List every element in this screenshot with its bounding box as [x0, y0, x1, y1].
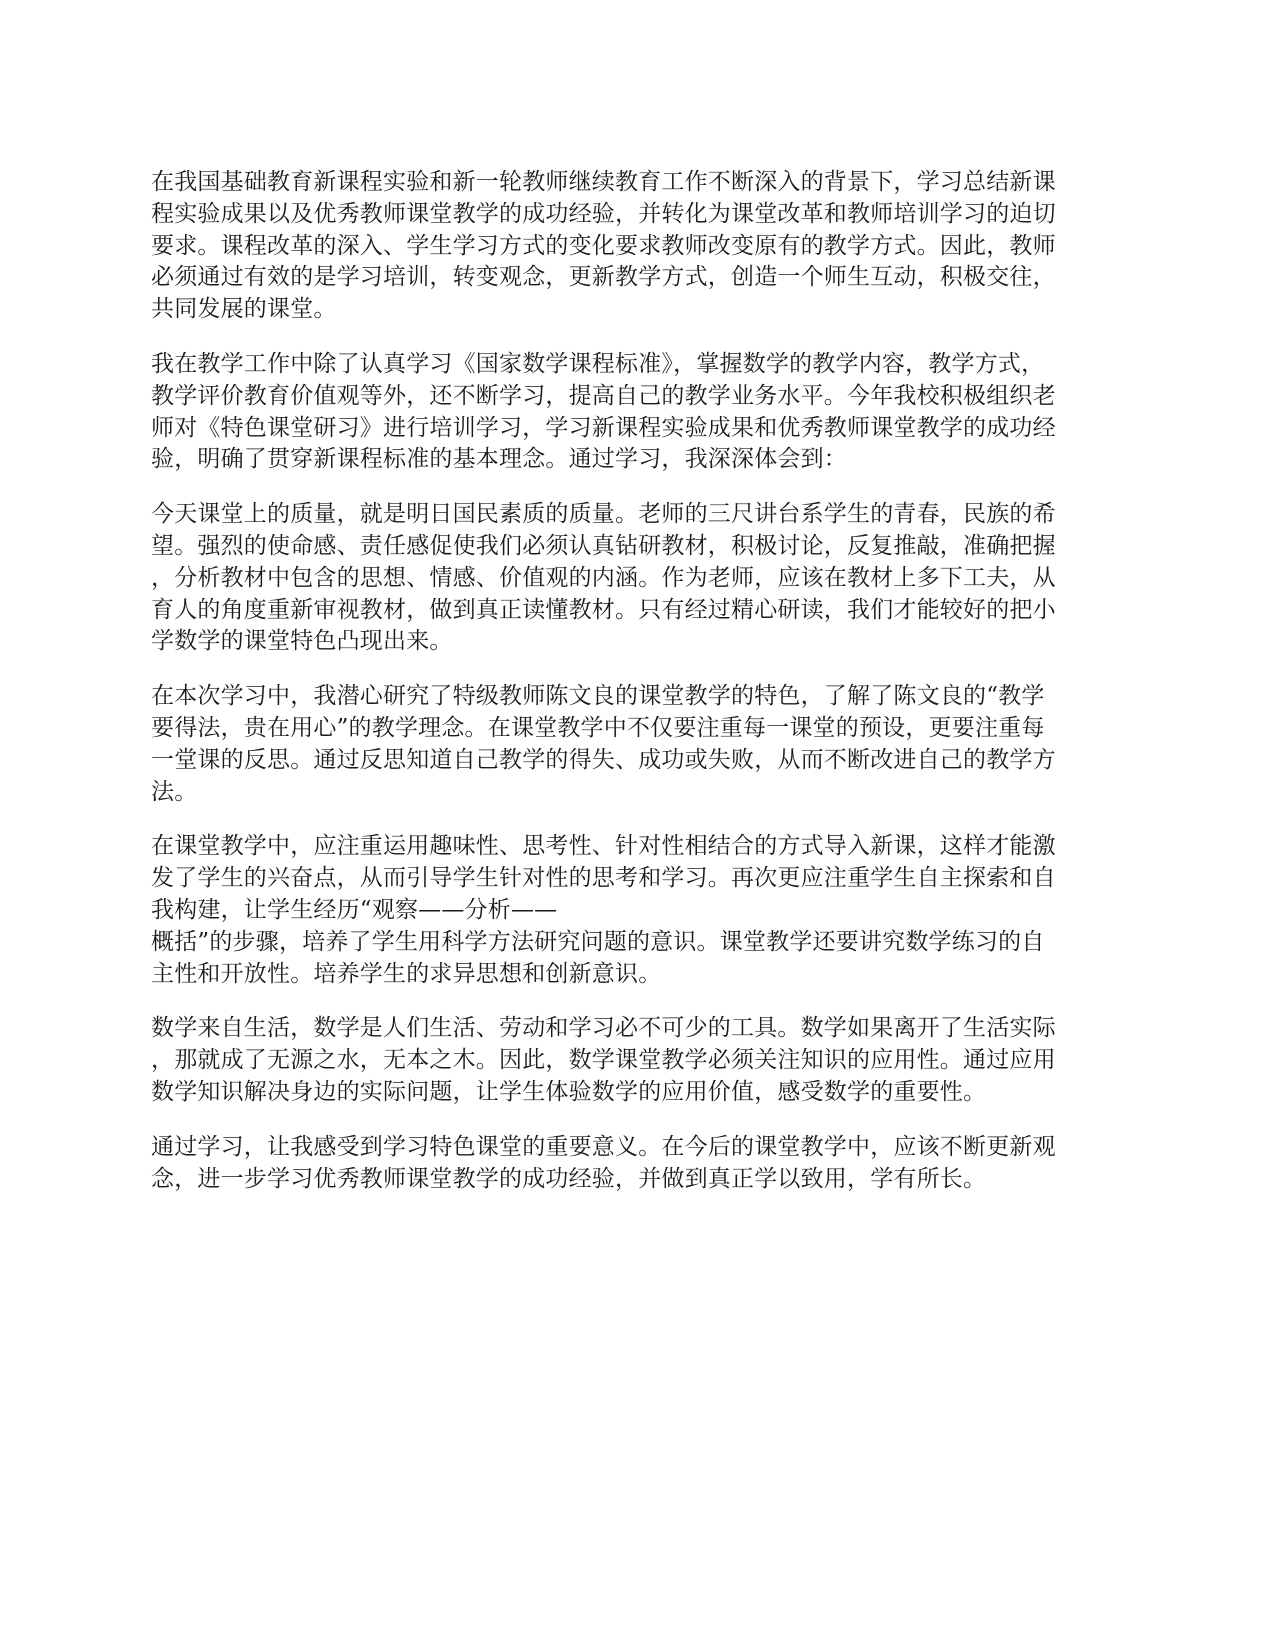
text-line: 在我国基础教育新课程实验和新一轮教师继续教育工作不断深入的背景下，学习总结新课	[151, 169, 1056, 195]
text-line: 一堂课的反思。通过反思知道自己教学的得失、成功或失败，从而不断改进自己的教学方	[151, 746, 1056, 773]
text-line: 在课堂教学中，应注重运用趣味性、思考性、针对性相结合的方式导入新课，这样才能激	[151, 833, 1056, 860]
text-line: 在本次学习中，我潜心研究了特级教师陈文良的课堂教学的特色，了解了陈文良的“教学	[151, 683, 1045, 710]
document-body	[151, 167, 1129, 1218]
text-line: 我在教学工作中除了认真学习《国家数学课程标准》，掌握数学的教学内容，教学方式，	[151, 350, 1045, 377]
text-line: 发了学生的兴奋点，从而引导学生针对性的思考和学习。再次更应注重学生自主探索和自	[151, 865, 1056, 892]
text-line: ，那就成了无源之水，无本之木。因此，数学课堂教学必须关注知识的应用性。通过应用	[151, 1047, 1056, 1074]
text-line: 程实验成果以及优秀教师课堂教学的成功经验，并转化为课堂改革和教师培训学习的迫切	[151, 200, 1056, 227]
text-line: ，分析教材中包含的思想、情感、价值观的内涵。作为老师，应该在教材上多下工夫，从	[151, 564, 1056, 591]
text-line: 数学知识解决身边的实际问题，让学生体验数学的应用价值，感受数学的重要性。	[151, 1078, 987, 1105]
text-line: 法。	[151, 778, 198, 805]
text-line: 要得法，贵在用心”的教学理念。在课堂教学中不仅要注重每一课堂的预设，更要注重每	[151, 714, 1045, 741]
text-line: 主性和开放性。培养学生的求异思想和创新意识。	[151, 960, 662, 987]
text-line: 望。强烈的使命感、责任感促使我们必须认真钻研教材，积极讨论，反复推敲，准确把握	[151, 532, 1056, 559]
text-line: 我构建，让学生经历“观察——分析——	[151, 896, 558, 923]
paragraph-1	[151, 167, 1129, 326]
text-line: 必须通过有效的是学习培训，转变观念，更新教学方式，创造一个师生互动，积极交往，	[151, 264, 1056, 291]
paragraph-6	[151, 1013, 1129, 1108]
paragraph-7	[151, 1132, 1129, 1196]
paragraph-5	[151, 831, 1129, 990]
text-line: 通过学习，让我感受到学习特色课堂的重要意义。在今后的课堂教学中，应该不断更新观	[151, 1133, 1056, 1160]
text-line: 共同发展的课堂。	[151, 296, 337, 323]
paragraph-3	[151, 499, 1129, 658]
paragraph-4	[151, 681, 1129, 808]
text-line: 念，进一步学习优秀教师课堂教学的成功经验，并做到真正学以致用，学有所长。	[151, 1165, 987, 1192]
text-line: 今天课堂上的质量，就是明日国民素质的质量。老师的三尺讲台系学生的青春，民族的希	[151, 501, 1056, 528]
text-line: 要求。课程改革的深入、学生学习方式的变化要求教师改变原有的教学方式。因此，教师	[151, 232, 1056, 259]
text-line: 育人的角度重新审视教材，做到真正读懂教材。只有经过精心研读，我们才能较好的把小	[151, 596, 1056, 623]
text-line: 师对《特色课堂研习》进行培训学习，学习新课程实验成果和优秀教师课堂教学的成功经	[151, 414, 1056, 441]
text-line: 学数学的课堂特色凸现出来。	[151, 628, 453, 655]
text-line: 数学来自生活，数学是人们生活、劳动和学习必不可少的工具。数学如果离开了生活实际	[151, 1015, 1056, 1042]
text-line: 验，明确了贯穿新课程标准的基本理念。通过学习，我深深体会到：	[151, 446, 847, 473]
text-line: 概括”的步骤，培养了学生用科学方法研究问题的意识。课堂教学还要讲究数学练习的自	[151, 928, 1045, 955]
text-line: 教学评价教育价值观等外，还不断学习，提高自己的教学业务水平。今年我校积极组织老	[151, 382, 1056, 409]
paragraph-2	[151, 349, 1129, 476]
